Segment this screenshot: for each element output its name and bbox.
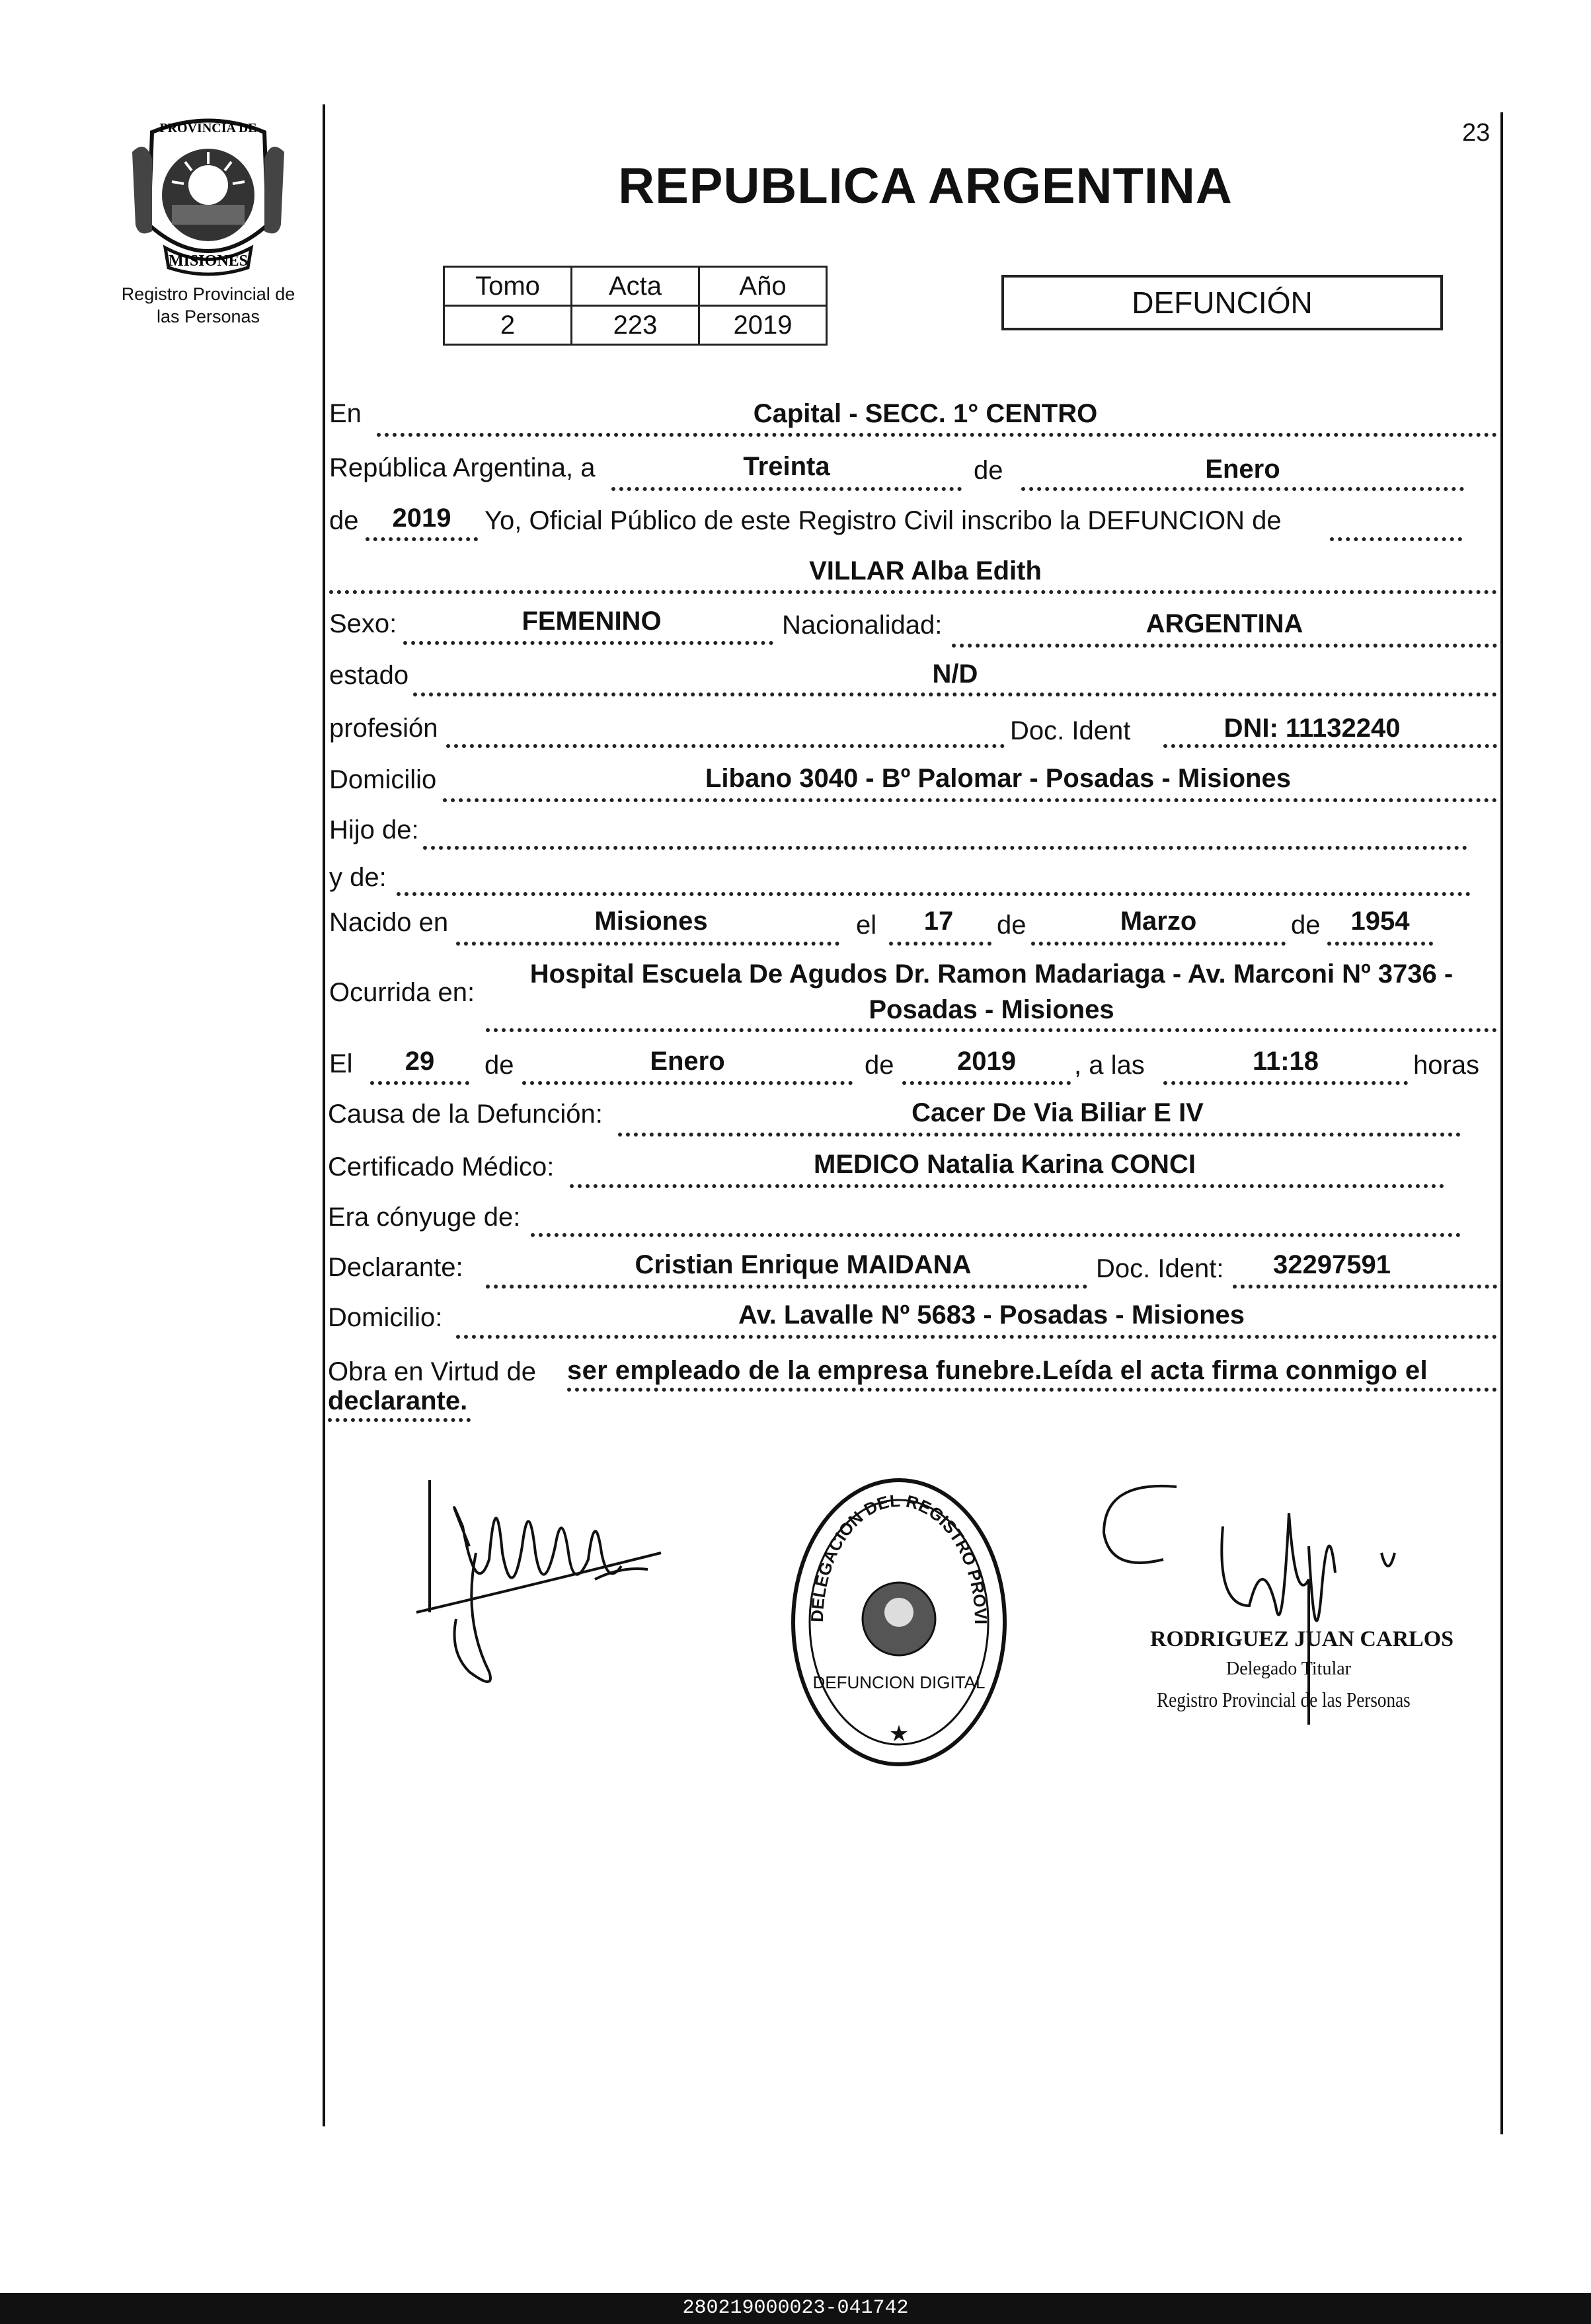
declarante-dots (486, 1285, 1087, 1289)
nac-anio-value: 1954 (1350, 907, 1410, 936)
def-mes-dots (522, 1081, 853, 1085)
decl-doc-dots (1233, 1285, 1497, 1289)
en-label: En (329, 399, 362, 428)
province-logo (126, 112, 291, 278)
profesion-dots (446, 744, 1005, 748)
nac-anio-dots (1327, 942, 1433, 946)
de-label: de (974, 456, 1003, 485)
causa-dots (618, 1133, 1461, 1137)
svg-text:PROVINCIA DE: PROVINCIA DE (159, 121, 257, 135)
svg-text:★: ★ (888, 1721, 910, 1746)
doc-ident-dots (1163, 744, 1497, 748)
nombre-value: VILLAR Alba Edith (809, 556, 1042, 585)
obra-dots2 (328, 1418, 471, 1422)
domicilio-dots (443, 798, 1497, 802)
left-border-line (323, 104, 325, 2126)
dia-texto-value: Treinta (743, 452, 830, 481)
signatory-name: RODRIGUEZ JUAN CARLOS (1150, 1627, 1454, 1651)
document-barcode-footer: 280219000023-041742 (0, 2293, 1591, 2324)
anio-header: Año (699, 267, 827, 306)
nac-de-label: de (997, 911, 1027, 940)
hora-dots (1163, 1081, 1408, 1085)
ocurrida-line1: Hospital Escuela De Agudos Dr. Ramon Madariaga - Av. Marconi Nº 3736 - (529, 959, 1454, 989)
registry-label-line2: las Personas (156, 307, 260, 326)
svg-text:DELEGACION DEL REGISTRO PROVIN: DELEGACION DEL REGISTRO PROVI (806, 1490, 991, 1625)
nac-dia-value: 17 (923, 907, 954, 936)
nacionalidad-value: ARGENTINA (1145, 609, 1303, 638)
page-number: 23 (1462, 119, 1491, 147)
el-label: el (856, 911, 877, 940)
obra-text: ser empleado de la empresa funebre.Leída el acta firma conmigo el (567, 1356, 1428, 1385)
signatory-role: Delegado Titular (1226, 1659, 1351, 1679)
tomo-value: 2 (444, 306, 572, 345)
mes-dots (1021, 487, 1464, 491)
a-las-label: , a las (1074, 1051, 1145, 1080)
estado-label: estado (329, 661, 409, 690)
nacido-dots (456, 942, 839, 946)
nac-mes-value: Marzo (1120, 907, 1197, 936)
registry-label-line1: Registro Provincial de (121, 284, 295, 304)
en-dots (377, 433, 1497, 437)
nacionalidad-label: Nacionalidad: (782, 611, 943, 640)
inscribo-dots (1330, 537, 1462, 541)
def-dia-value: 29 (405, 1047, 435, 1076)
sexo-label: Sexo: (329, 609, 397, 638)
declarant-signature (397, 1454, 674, 1705)
nombre-dots (329, 590, 1497, 594)
acta-header: Acta (572, 267, 699, 306)
estado-value: N/D (932, 659, 978, 689)
svg-text:DEFUNCION DIGITAL: DEFUNCION DIGITAL (812, 1672, 986, 1692)
ocurrida-line2: Posadas - Misiones (869, 995, 1114, 1024)
tomo-header: Tomo (444, 267, 572, 306)
domicilio-value: Libano 3040 - Bº Palomar - Posadas - Misiones (705, 764, 1291, 793)
registry-table (443, 266, 828, 346)
def-de2-label: de (865, 1051, 894, 1080)
def-anio-dots (902, 1081, 1071, 1085)
horas-label: horas (1413, 1051, 1480, 1080)
nac-dia-dots (889, 942, 991, 946)
dia-dots (611, 487, 962, 491)
sexo-dots (403, 641, 773, 645)
obra-text2: declarante. (328, 1386, 468, 1415)
registry-table-value-row (444, 306, 827, 345)
registry-table-header-row (444, 267, 827, 306)
document-type-box: DEFUNCIÓN (1001, 275, 1443, 330)
registry-label (99, 283, 317, 328)
decl-doc-value: 32297591 (1273, 1250, 1391, 1279)
obra-dots (567, 1388, 1497, 1392)
nacionalidad-dots (952, 644, 1497, 648)
def-de-label: de (485, 1051, 514, 1080)
domicilio-label: Domicilio (329, 765, 437, 794)
estado-dots (413, 693, 1497, 696)
acta-value: 223 (572, 306, 699, 345)
doc-ident-value: DNI: 11132240 (1223, 714, 1401, 743)
decl-domicilio-dots (456, 1335, 1497, 1339)
hijo-dots (423, 846, 1467, 850)
de2-label: de (329, 506, 359, 535)
hijo-label: Hijo de: (329, 815, 419, 844)
certificado-value: MEDICO Natalia Karina CONCI (814, 1150, 1196, 1179)
page-title: REPUBLICA ARGENTINA (618, 158, 1233, 214)
obra-label: Obra en Virtud de (328, 1357, 537, 1386)
def-dia-dots (370, 1081, 469, 1085)
nacido-label: Nacido en (329, 908, 449, 937)
declarante-value: Cristian Enrique MAIDANA (635, 1250, 972, 1279)
nac-mes-dots (1031, 942, 1286, 946)
nacido-en-value: Misiones (594, 907, 708, 936)
causa-label: Causa de la Defunción: (328, 1100, 603, 1129)
sexo-value: FEMENINO (522, 607, 662, 636)
certificado-dots (570, 1184, 1444, 1188)
anio-value: 2019 (392, 504, 451, 533)
hora-value: 11:18 (1252, 1047, 1319, 1076)
doc-ident-label: Doc. Ident (1010, 716, 1131, 745)
y-de-label: y de: (329, 863, 387, 892)
nac-de2-label: de (1291, 911, 1321, 940)
conyuge-label: Era cónyuge de: (328, 1203, 521, 1232)
profesion-label: profesión (329, 714, 438, 743)
conyuge-dots (531, 1233, 1461, 1237)
decl-doc-label: Doc. Ident: (1096, 1254, 1224, 1283)
causa-value: Cacer De Via Biliar E IV (912, 1098, 1204, 1127)
certificado-label: Certificado Médico: (328, 1152, 555, 1181)
right-border-line (1500, 112, 1503, 2134)
mes-value: Enero (1205, 455, 1280, 484)
signatory-office: Registro Provincial de las Personas (1157, 1688, 1411, 1711)
def-mes-value: Enero (650, 1047, 725, 1076)
decl-domicilio-value: Av. Lavalle Nº 5683 - Posadas - Misiones (738, 1300, 1245, 1330)
ocurrida-dots (486, 1028, 1497, 1032)
ocurrida-label: Ocurrida en: (329, 978, 475, 1007)
el2-label: El (329, 1049, 353, 1078)
svg-text:MISIONES: MISIONES (168, 252, 249, 270)
declarante-label: Declarante: (328, 1253, 463, 1282)
decl-domicilio-label: Domicilio: (328, 1303, 443, 1332)
republica-label: República Argentina, a (329, 453, 596, 482)
official-seal (787, 1470, 1011, 1774)
official-signature (1091, 1474, 1434, 1725)
def-anio-value: 2019 (957, 1047, 1016, 1076)
anio-value: 2019 (699, 306, 827, 345)
anio-dots (366, 537, 478, 541)
en-value: Capital - SECC. 1° CENTRO (753, 399, 1098, 428)
y-de-dots (397, 892, 1471, 896)
inscribo-text: Yo, Oficial Público de este Registro Civil inscribo la DEFUNCION de (485, 506, 1282, 535)
